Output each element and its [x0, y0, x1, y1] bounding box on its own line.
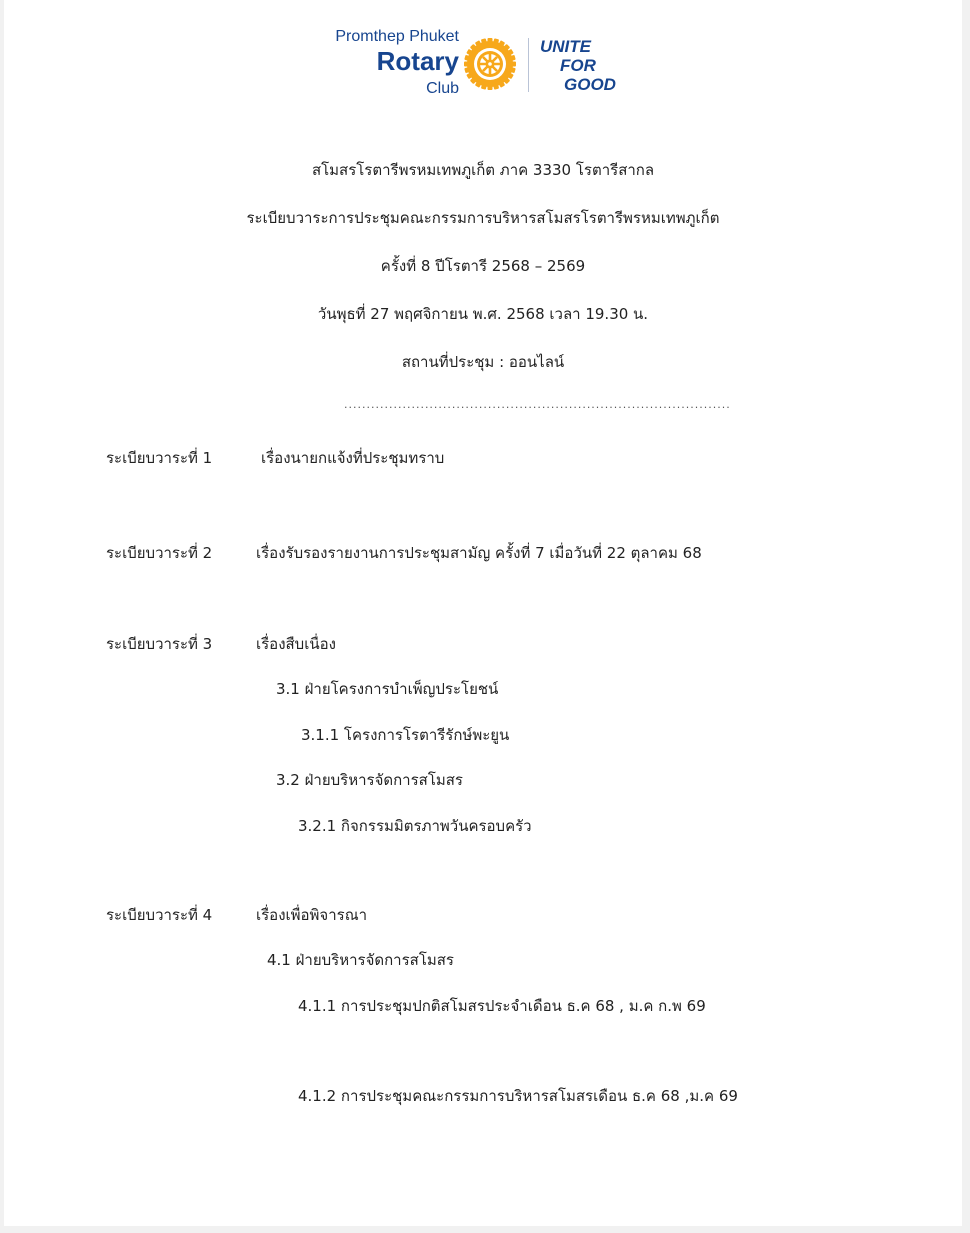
logo-club-name: Promthep Phuket [335, 28, 459, 45]
agenda-item-3-1: 3.1 ฝ่ายโครงการบำเพ็ญประโยชน์ [276, 680, 499, 698]
agenda-title-2: เรื่องรับรองรายงานการประชุมสามัญ ครั้งที่ 7 เมื่อวันที่ 22 ตุลาคม 68 [256, 544, 702, 562]
slogan-line-unite: UNITE [540, 37, 591, 56]
agenda-label-1: ระเบียบวาระที่ 1 [106, 449, 213, 467]
agenda-title-1: เรื่องนายกแจ้งที่ประชุมทราบ [261, 449, 445, 467]
agenda-item-4-1: 4.1 ฝ่ายบริหารจัดการสโมสร [267, 951, 454, 969]
agenda-label-4: ระเบียบวาระที่ 4 [106, 906, 213, 924]
agenda-label-3: ระเบียบวาระที่ 3 [106, 635, 213, 653]
agenda-item-3-1-1: 3.1.1 โครงการโรตารีรักษ์พะยูน [301, 726, 510, 744]
club-district-heading: สโมสรโรตารีพรหมเทพภูเก็ต ภาค 3330 โรตารีสากล [311, 161, 655, 179]
agenda-item-4-1-2: 4.1.2 การประชุมคณะกรรมการบริหารสโมสรเดือน ธ.ค 68 ,ม.ค 69 [298, 1087, 738, 1105]
agenda-item-3-2-1: 3.2.1 กิจกรรมมิตรภาพวันครอบครัว [298, 817, 532, 835]
meeting-number-year: ครั้งที่ 8 ปีโรตารี 2568 – 2569 [380, 257, 586, 275]
dotted-separator: ...................................................................................... [344, 398, 731, 411]
agenda-item-3-2: 3.2 ฝ่ายบริหารจัดการสโมสร [276, 771, 463, 789]
agenda-title-4: เรื่องเพื่อพิจารณา [256, 906, 368, 924]
document-page [4, 0, 962, 1226]
slogan-line-good: GOOD [564, 75, 616, 94]
slogan-line-for: FOR [560, 56, 596, 75]
agenda-item-4-1-1: 4.1.1 การประชุมปกติสโมสรประจำเดือน ธ.ค 68 , ม.ค ก.พ 69 [298, 997, 706, 1015]
meeting-agenda-title: ระเบียบวาระการประชุมคณะกรรมการบริหารสโมสรโรตารีพรหมเทพภูเก็ต [246, 209, 720, 227]
agenda-title-3: เรื่องสืบเนื่อง [256, 635, 336, 653]
meeting-date-time: วันพุธที่ 27 พฤศจิกายน พ.ศ. 2568 เวลา 19.30 น. [317, 305, 649, 323]
logo-rotary-wordmark: Rotary [376, 46, 459, 76]
meeting-venue: สถานที่ประชุม : ออนไลน์ [401, 353, 565, 371]
rotary-logo [314, 26, 634, 96]
logo-slogan [540, 37, 616, 94]
logo-club-word: Club [426, 80, 459, 97]
agenda-label-2: ระเบียบวาระที่ 2 [106, 544, 213, 562]
logo-divider [528, 38, 529, 92]
rotary-wheel-icon [464, 38, 516, 90]
